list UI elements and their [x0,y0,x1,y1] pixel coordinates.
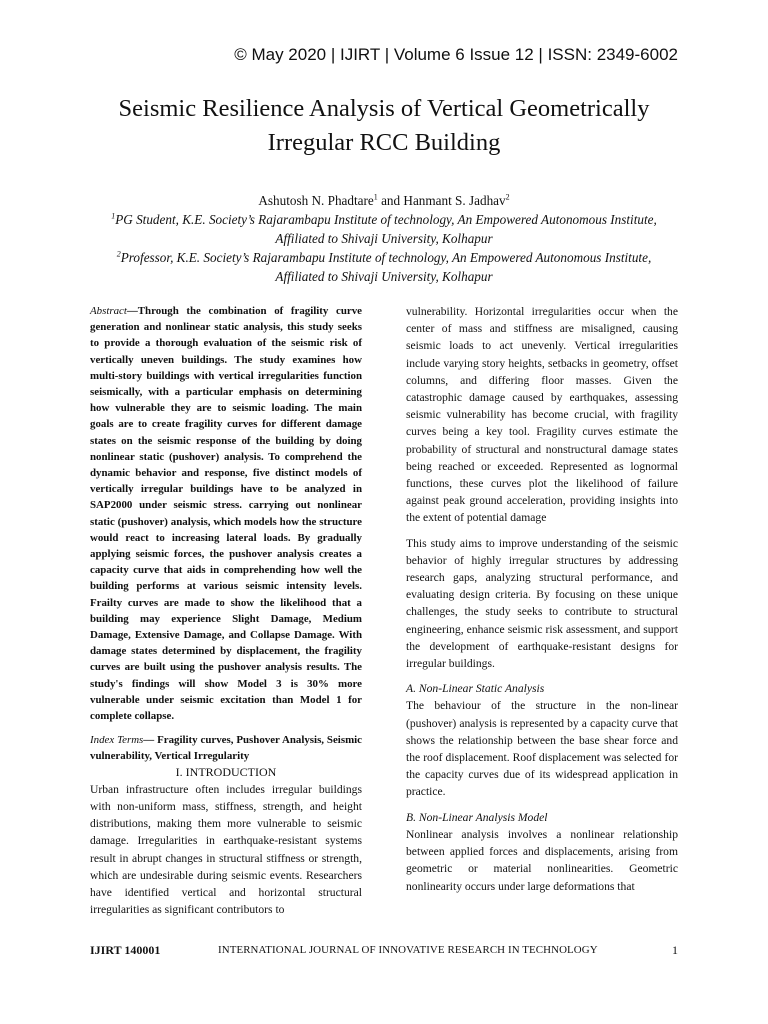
left-column [90,303,362,918]
section-a-heading: A. Non-Linear Static Analysis [406,682,545,696]
author-1-name: Ashutosh N. Phadtare [258,193,374,208]
index-terms-dash: — [143,734,158,747]
section-a-text: The behaviour of the structure in the non-linear (pushover) analysis is represented by a capacity curve that shows the relationship between the base shear force and the roof displacement. Roof displacement was selected for the capacity curves due of its widespread application in practice. [406,699,678,799]
introduction-paragraph-2: This study aims to improve understanding of the seismic behavior of highly irregular structures by addressing research gaps, analyzing structural performance, and evaluating design criteria. By focusing on these unique challenges, the study seeks to contribute to structural engineering, enhance seismic risk assessment, and support the development of earthquake-resistant designs for irregular buildings. [406,536,678,671]
section-b-text: Nonlinear analysis involves a nonlinear relationship between applied forces and displacements, arising from geometric or material nonlinearities. Geometric nonlinearity occurs under large deformations that [406,827,678,893]
author-2-affiliation-mark: 2 [505,192,510,202]
page-number: 1 [672,943,678,957]
introduction-paragraph-1-continued: vulnerability. Horizontal irregularities occur when the center of mass and stiffness are misaligned, causing seismic loads to act unevenly. Vertical irregularities include varying story heights, setbacks in geometry, offset columns, and differing floor masses. Given the catastrophic damage caused by earthquakes, assessing seismic vulnerability has become crucial, with fragility curves being a key tool. Fragility curves estimate the probability of structural and nonstructural damage states being reached or exceeded. Represented as lognormal functions, these curves plot the likelihood of failure against peak ground acceleration, providing insights into the extent of potential damage [406,305,678,525]
affiliation-1-mark: 1 [111,211,116,221]
author-names [60,191,708,210]
paper-title [60,92,708,160]
abstract-text: Through the combination of fragility curve generation and nonlinear static analysis, this study seeks to provide a thorough evaluation of the seismic risk of vertically uneven buildings. The study examines how multi-story buildings with vertical irregularities function seismically, with a particular emphasis on determining how vulnerable they are to seismic loading. The main goals are to create fragility curves for different damage states on the seismic response of the building by doing nonlinear static (pushover) analysis. To comprehend the dynamic behavior and response, five distinct models of vertically irregular buildings have to be analyzed in SAP2000 under seismic stress. carrying out nonlinear static (pushover) analysis, which models how the structure would react to increasing lateral loads. By gradually applying seismic forces, the pushover analysis creates a capacity curve that aids in comprehending how well the building performs at various seismic intensity levels. Frailty curves are made to show the likelihood that a building may experience Slight Damage, Medium Damage, Extensive Damage, and Collapse Damage. With damage states determined by displacement, the fragility curves are built using the pushover analysis results. The study's findings will show Model 3 is 30% more vulnerable under seismic excitation than Model 1 for complete collapse. [90,305,362,723]
title-line-2: Irregular RCC Building [267,129,501,156]
abstract-label: Abstract [90,305,127,317]
affiliation-2-line-2: Affiliated to Shivaji University, Kolhapur [275,269,493,284]
affiliation-2-line-1: Professor, K.E. Society’s Rajarambapu Institute of technology, An Empowered Autonomous Institute, [120,250,652,265]
index-terms [90,732,362,764]
author-1-affiliation-mark: 1 [373,192,378,202]
footer-journal-name: INTERNATIONAL JOURNAL OF INNOVATIVE RESEARCH IN TECHNOLOGY [218,944,598,956]
affiliation-1-line-2: Affiliated to Shivaji University, Kolhapur [275,231,493,246]
author-block [60,191,708,286]
introduction-paragraph-1: Urban infrastructure often includes irregular buildings with non-uniform mass, stiffness, strength, and height distributions, making them more vulnerable to seismic damage. Irregularities in earthquake-resistant systems result in abrupt changes in structural stiffness or strength, which are undesirable during seismic events. Researchers have identified vertical and horizontal structural irregularities as significant contributors to [90,782,362,917]
title-line-1: Seismic Resilience Analysis of Vertical Geometrically [118,95,650,122]
abstract-dash: — [126,305,138,317]
author-joiner: and [377,193,404,208]
journal-citation-header: © May 2020 | IJIRT | Volume 6 Issue 12 | ISSN: 2349-6002 [234,45,678,64]
section-b-heading: B. Non-Linear Analysis Model [406,810,548,824]
author-2-name: Hanmant S. Jadhav [403,193,506,208]
index-terms-text: Fragility curves, Pushover Analysis, Seismic vulnerability, Vertical Irregularity [90,734,362,763]
introduction-heading: I. INTRODUCTION [175,765,277,780]
affiliation-2 [60,248,708,286]
abstract [90,303,362,724]
affiliation-1-line-1: PG Student, K.E. Society’s Rajarambapu Institute of technology, An Empowered Autonomous Institute, [115,212,657,227]
page-footer [90,943,678,961]
footer-paper-id: IJIRT 140001 [90,943,161,957]
affiliation-1 [60,210,708,248]
index-terms-label: Index Terms [90,734,144,747]
affiliation-2-mark: 2 [116,249,121,259]
right-column [406,303,678,895]
